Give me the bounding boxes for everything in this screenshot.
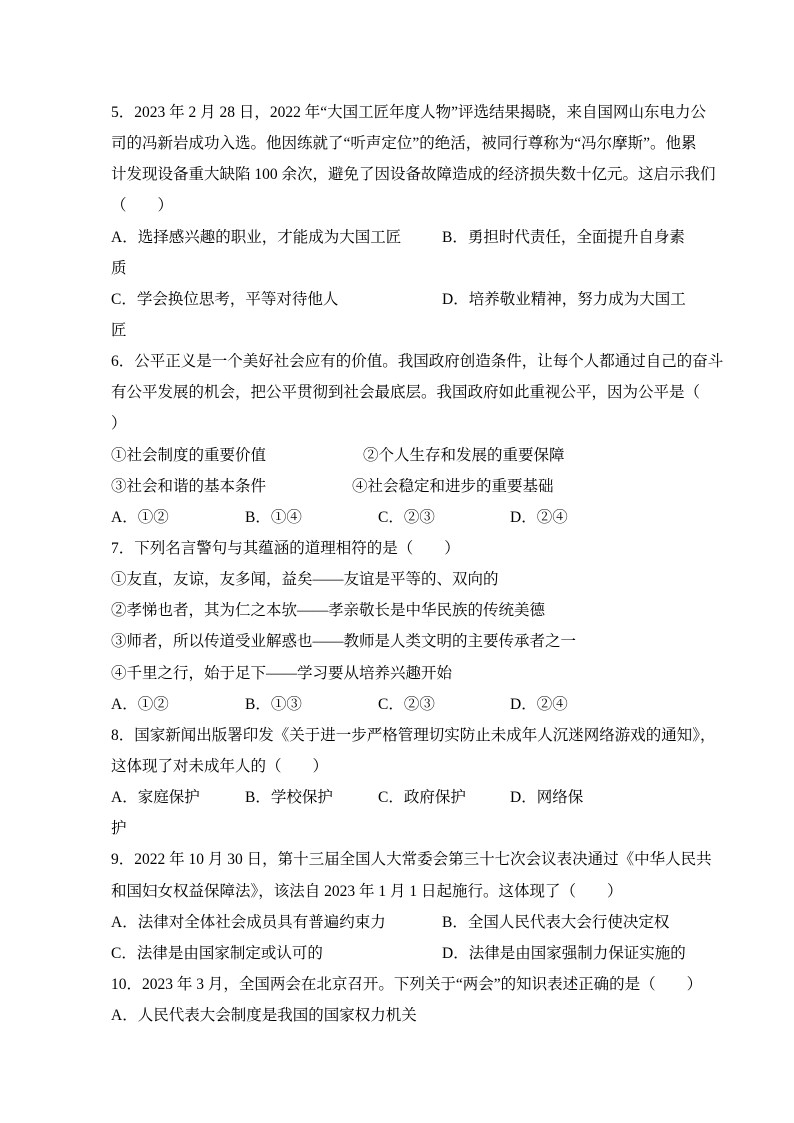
q6-options-row (111, 502, 717, 533)
q5-option-c: C．学会换位思考，平等对待他人 (111, 290, 339, 308)
q6-item-2: ②个人生存和发展的重要保障 (363, 446, 565, 464)
question-10 (111, 969, 717, 1031)
q8-option-a: A．家庭保护 (111, 789, 200, 807)
q7-item-1: ①友直，友谅，友多闻，益矣——友谊是平等的、双向的 (111, 571, 499, 589)
questions-area (111, 97, 724, 1031)
q8-option-c: C．政府保护 (378, 789, 466, 807)
question-8 (111, 720, 717, 845)
q9-stem-line-2: 和国妇女权益保障法》，该法自 2023 年 1 月 1 日起施行。这体现了（ ） (111, 882, 623, 900)
q9-option-b: B．全国人民代表大会行使决定权 (442, 913, 670, 931)
q5-option-b: B．勇担时代责任，全面提升自身素 (442, 228, 685, 246)
q6-option-b: B．①④ (245, 508, 302, 526)
q6-items-row-1 (111, 440, 717, 471)
question-6 (111, 346, 724, 533)
q7-item-3: ③师者，所以传道受业解惑也——教师是人类文明的主要传承者之一 (111, 633, 577, 651)
q5-option-d: D．培养敬业精神，努力成为大国工 (442, 290, 686, 308)
q5-stem-line-3: 计发现设备重大缺陷 100 余次，避免了因设备故障造成的经济损失数十亿元。这启示我们 (111, 166, 716, 184)
q7-option-a: A．①② (111, 695, 169, 713)
q6-stem-line-1: 6．公平正义是一个美好社会应有的价值。我国政府创造条件，让每个人都通过自己的奋斗 (111, 353, 724, 371)
q5-option-d-wrap: 匠 (111, 321, 127, 339)
q7-item-2: ②孝悌也者，其为仁之本欤——孝亲敬长是中华民族的传统美德 (111, 602, 546, 620)
q9-option-a: A．法律对全体社会成员具有普遍约束力 (111, 913, 386, 931)
q10-option-a: A．人民代表大会制度是我国的国家权力机关 (111, 1007, 417, 1025)
question-9 (111, 844, 717, 969)
q7-option-d: D．②④ (510, 695, 568, 713)
q5-stem-line-1: 5．2023 年 2 月 28 日，2022 年“大国工匠年度人物”评选结果揭晓，来自国网山东电力公 (111, 104, 707, 121)
question-7 (111, 533, 717, 720)
q6-option-a: A．①② (111, 508, 169, 526)
q8-stem-line-2: 这体现了对未成年人的（ ） (111, 757, 329, 775)
q8-option-d-wrap: 护 (111, 820, 127, 838)
q7-options-row (111, 689, 717, 720)
q9-option-c: C．法律是由国家制定或认可的 (111, 944, 323, 962)
question-5 (111, 97, 717, 346)
q7-option-b: B．①③ (245, 695, 302, 713)
q9-option-d: D．法律是由国家强制力保证实施的 (442, 944, 686, 962)
q9-stem-line-1: 9．2022 年 10 月 30 日，第十三届全国人大常委会第三十七次会议表决通过《中华人民共 (111, 851, 712, 869)
q7-option-c: C．②③ (378, 695, 435, 713)
q6-item-1: ①社会制度的重要价值 (111, 446, 267, 464)
q8-stem-line-1: 8．国家新闻出版署印发《关于进一步严格管理切实防止未成年人沉迷网络游戏的通知》， (111, 726, 716, 744)
q5-options-row-cd (111, 284, 717, 315)
q5-options-row-ab (111, 222, 717, 253)
q6-item-3: ③社会和谐的基本条件 (111, 477, 267, 495)
q9-options-row-cd (111, 938, 717, 969)
q8-option-b: B．学校保护 (245, 789, 333, 807)
q5-option-b-wrap: 质 (111, 259, 127, 277)
q5-stem-line-2: 司的冯新岩成功入选。他因练就了“听声定位”的绝活，被同行尊称为“冯尔摩斯”。他累 (111, 135, 697, 153)
q6-item-4: ④社会稳定和进步的重要基础 (352, 477, 554, 495)
q6-items-row-2 (111, 471, 717, 502)
q5-answer-blank: （ ） (111, 197, 174, 215)
q6-option-c: C．②③ (378, 508, 435, 526)
q5-option-a: A．选择感兴趣的职业，才能成为大国工匠 (111, 228, 402, 246)
q8-options-row (111, 782, 717, 813)
q8-option-d: D．网络保 (510, 789, 584, 807)
q7-item-4: ④千里之行，始于足下——学习要从培养兴趣开始 (111, 664, 453, 682)
q10-stem-line-1: 10．2023 年 3 月，全国两会在北京召开。下列关于“两会”的知识表述正确的是（ ） (111, 975, 703, 993)
q9-options-row-ab (111, 907, 717, 938)
q6-stem-line-3: ） (111, 415, 127, 433)
q6-option-d: D．②④ (510, 508, 568, 526)
q6-stem-line-2: 有公平发展的机会，把公平贯彻到社会最底层。我国政府如此重视公平，因为公平是（ (111, 384, 701, 402)
q7-stem-line-1: 7．下列名言警句与其蕴涵的道理相符的是（ ） (111, 539, 460, 557)
